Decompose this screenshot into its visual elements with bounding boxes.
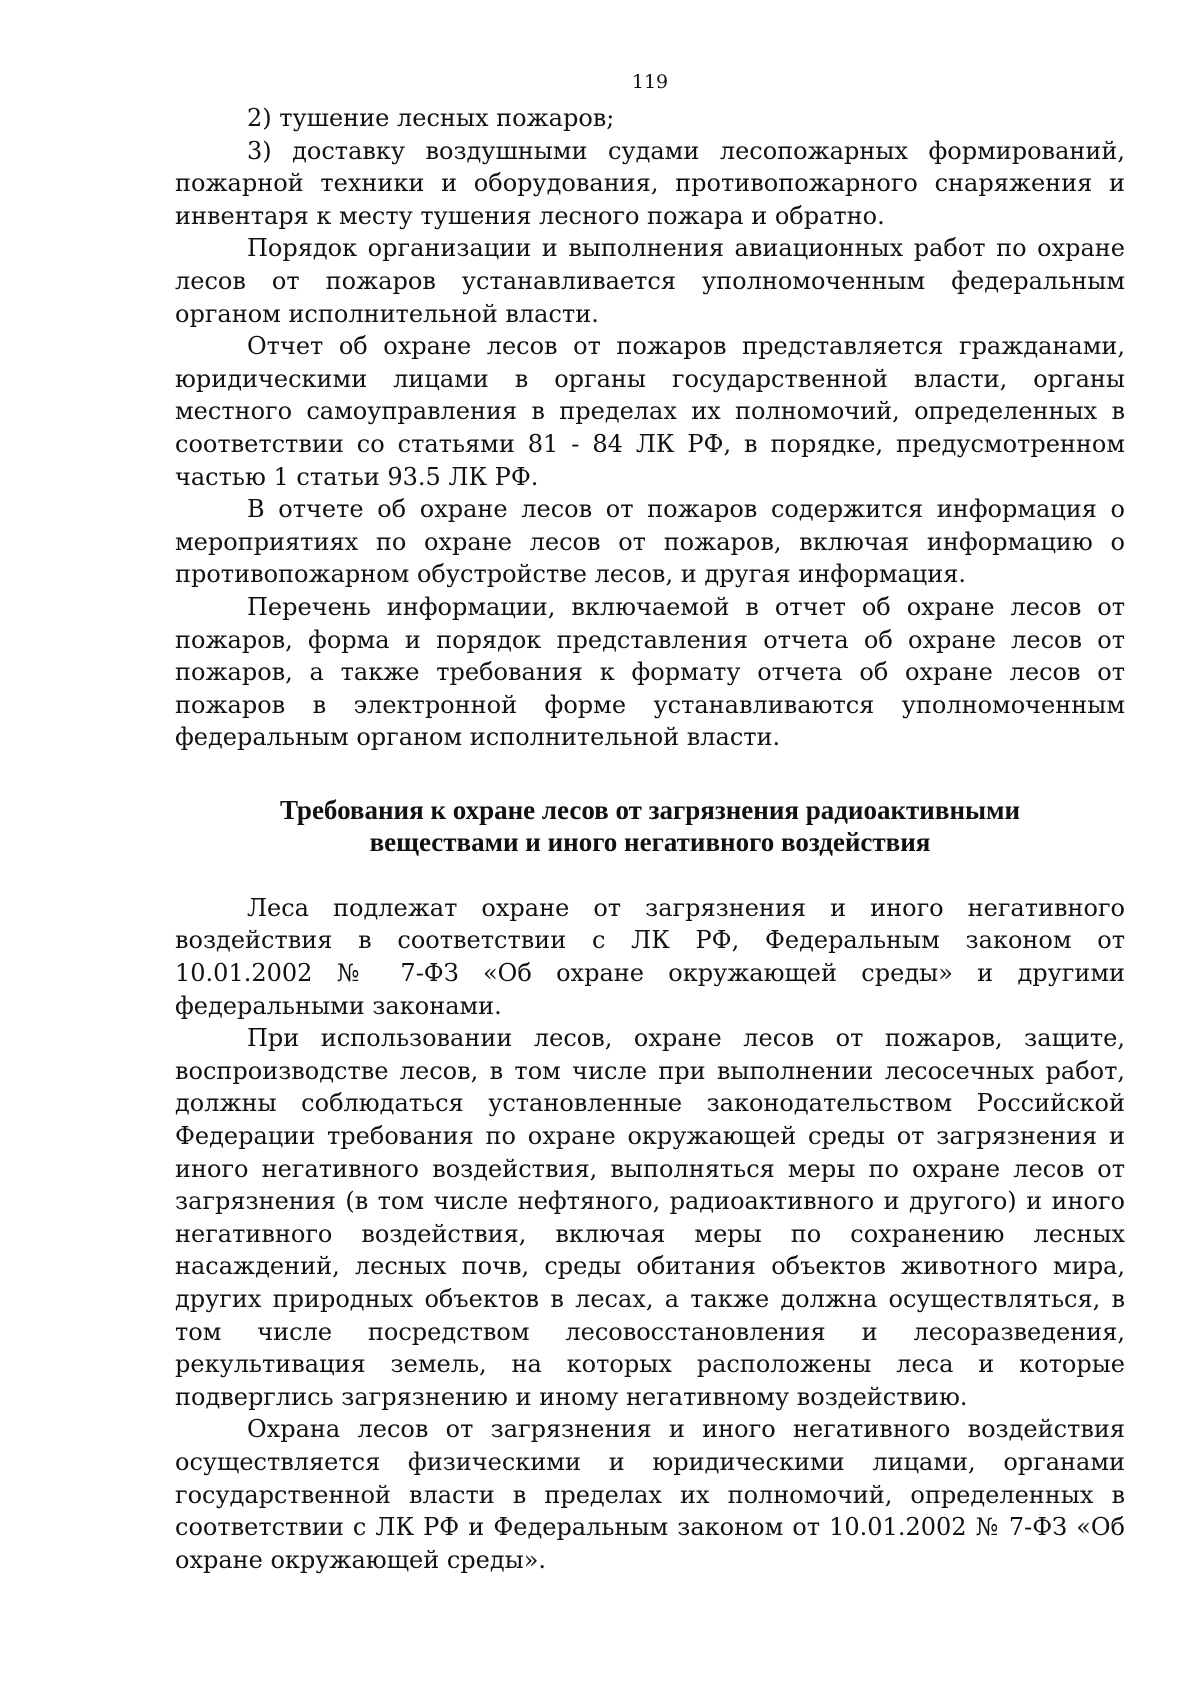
paragraph-report-content: В отчете об охране лесов от пожаров содержится информация о мероприятиях по охране лесов от пожаров, включая информацию о противопожарном обустройстве лесов, и другая информация. [175, 495, 1125, 589]
paragraph-protection-actors: Охрана лесов от загрязнения и иного негативного воздействия осуществляется физическими и юридическими лицами, органами государственной власти в пределах их полномочий, определенных в соответствии с ЛК РФ и Федеральным законом от 10.01.2002 № 7-ФЗ «Об охране окружающей среды». [175, 1415, 1125, 1574]
paragraph-report-submission: Отчет об охране лесов от пожаров представляется гражданами, юридическими лицами в органы государственной власти, органы местного самоуправления в пределах их полномочий, определенных в соответствии со статьями 81 - 84 ЛК РФ, в порядке, предусмотренном частью 1 статьи 93.5 ЛК РФ. [175, 332, 1125, 491]
paragraph-report-format: Перечень информации, включаемой в отчет об охране лесов от пожаров, форма и порядок представления отчета об охране лесов от пожаров, а также требования к формату отчета об охране лесов от пожаров в электронной форме устанавливаются уполномоченным федеральным органом исполнительной власти. [175, 592, 1125, 752]
paragraph-item-2: 2) тушение лесных пожаров; [247, 104, 615, 132]
paragraph-forest-protection-law: Леса подлежат охране от загрязнения и иного негативного воздействия в соответствии с ЛК РФ, Федеральным законом от 10.01.2002 № 7-ФЗ «Об охране окружающей среды» и другими федеральными законами. [175, 893, 1125, 1020]
section-heading-line-1: Требования к охране лесов от загрязнения радиоактивными [279, 794, 1021, 825]
section-heading-line-2: веществами и иного негативного воздействия [369, 827, 931, 858]
paragraph-forest-use-requirements: При использовании лесов, охране лесов от пожаров, защите, воспроизводстве лесов, в том числе при выполнении лесосечных работ, должны соблюдаться установленные законодательством Российской Федерации требования по охране окружающей среды от загрязнения и иного негативного воздействия, выполняться меры по охране лесов от загрязнения (в том числе нефтяного, радиоактивного и другого) и иного негативного воздействия, включая меры по сохранению лесных насаждений, лесных почв, среды обитания объектов животного мира, других природных объектов в лесах, а также должна осуществляться, в том числе посредством лесовосстановления и лесоразведения, рекультивация земель, на которых расположены леса и которые подверглись загрязнению и иному негативному воздействию. [175, 1024, 1125, 1411]
bottom-section [175, 892, 1125, 1576]
paragraph-item-3: 3) доставку воздушными судами лесопожарных формирований, пожарной техники и оборудования, противопожарного снаряжения и инвентаря к месту тушения лесного пожара и обратно. [175, 136, 1125, 230]
page-number: 119 [631, 71, 669, 93]
section-heading [175, 794, 1125, 859]
paragraph-aviation-order: Порядок организации и выполнения авиационных работ по охране лесов от пожаров устанавливается уполномоченным федеральным органом исполнительной власти. [175, 234, 1125, 328]
document-page [175, 70, 1125, 1576]
top-section [175, 102, 1125, 754]
